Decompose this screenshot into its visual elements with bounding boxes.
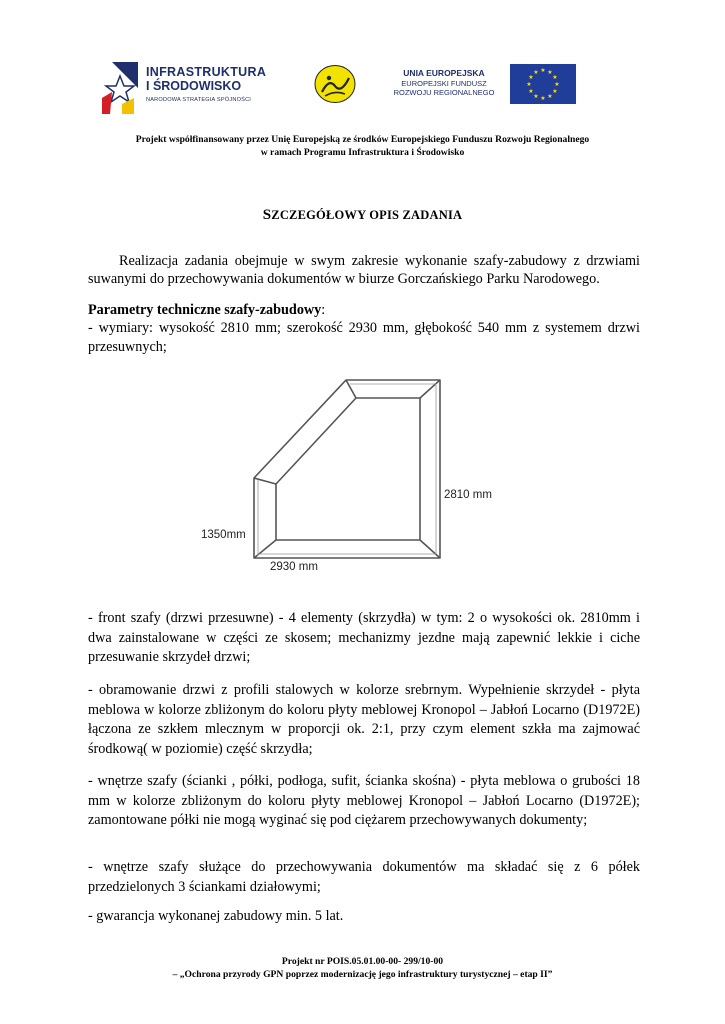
label-width: 2930 mm [270, 561, 318, 573]
eu-logo-line2: EUROPEJSKI FUNDUSZ [401, 79, 487, 88]
diagram-inner-outline [276, 398, 420, 540]
cofinancing-line1: Projekt współfinansowany przez Unię Europejską ze środków Europejskiego Funduszu Rozwoju Regionalnego [135, 134, 590, 145]
infrastruktura-logo [100, 58, 270, 116]
cofinancing-line2: w ramach Programu Infrastruktura i Środowisko [260, 146, 465, 158]
svg-text:★: ★ [547, 93, 553, 100]
bullet-warranty: - gwarancja wykonanej zabudowy min. 5 lat. [88, 908, 344, 924]
logo-is-line1: INFRASTRUKTURA [146, 65, 267, 79]
svg-text:★: ★ [540, 95, 546, 102]
svg-text:★: ★ [540, 67, 546, 74]
footer-line2: – „Ochrona przyrody GPN poprzez modernizację jego infrastruktury turystycznej – etap II” [172, 968, 553, 980]
svg-text:★: ★ [533, 93, 539, 100]
parameters-heading-suffix: : [321, 302, 326, 318]
label-height-full: 2810 mm [444, 489, 492, 501]
footer-line1: Projekt nr POIS.05.01.00-00- 299/10-00 [281, 956, 444, 967]
title-first-letter: S [262, 207, 272, 223]
eu-logo-text [385, 68, 503, 97]
svg-text:★: ★ [528, 88, 534, 95]
logo-bar [100, 58, 580, 116]
bullet-front-doors: - front szafy (drzwi przesuwne) - 4 elementy (skrzydła) w tym: 2 o wysokości ok. 2810mm i dwa zainstalowane w części ze skosem; mechanizmy jezdne mają zapewnić lekkie i ciche przesuwanie skrzydeł drzwi; [88, 610, 640, 665]
gpn-park-logo-icon [313, 64, 357, 104]
svg-text:★: ★ [552, 88, 558, 95]
svg-text:★: ★ [552, 74, 558, 81]
wardrobe-diagram [200, 372, 502, 578]
dimensions-text: - wymiary: wysokość 2810 mm; szerokość 2930 mm, głębokość 540 mm z systemem drzwi przesuwnych; [88, 320, 640, 355]
bullet-interior: - wnętrze szafy (ścianki , półki, podłoga, sufit, ścianka skośna) - płyta meblowa o grubości 18 mm w kolorze zbliżonym do koloru płyty meblowej Kronopol – Jabłoń Locarno (D1972E); zamontowane półki nie mogą wyginać się pod ciężarem przechowywanych dokumenty; [88, 773, 640, 828]
svg-text:★: ★ [528, 74, 534, 81]
parameters-section [88, 301, 640, 356]
svg-text:★: ★ [526, 81, 532, 88]
intro-paragraph: Realizacja zadania obejmuje w swym zakresie wykonanie szafy-zabudowy z drzwiami suwanymi do przechowywania dokumentów w biurze Gorczańskiego Parku Narodowego. [88, 253, 640, 288]
svg-text:★: ★ [547, 69, 553, 76]
eu-flag-icon [510, 64, 576, 104]
eu-logo-line1: UNIA EUROPEJSKA [403, 68, 485, 78]
label-height-low: 1350mm [201, 529, 246, 541]
parameters-heading: Parametry techniczne szafy-zabudowy [88, 302, 322, 318]
svg-text:★: ★ [533, 69, 539, 76]
title-rest: ZCZEGÓŁOWY OPIS ZADANIA [271, 208, 463, 222]
logo-is-line3: NARODOWA STRATEGIA SPÓJNOŚCI [146, 97, 252, 103]
svg-text:★: ★ [554, 81, 560, 88]
logo-is-line2: I ŚRODOWISKO [146, 79, 242, 93]
page-title [0, 207, 725, 224]
cofinancing-note [60, 134, 665, 159]
bullet-shelves: - wnętrze szafy służące do przechowywania dokumentów ma składać się z 6 półek przedzielonych 3 ściankami działowymi; [88, 859, 640, 895]
star-logo-icon [100, 58, 140, 116]
footer [60, 956, 665, 981]
eu-logo-line3: ROZWOJU REGIONALNEGO [393, 88, 495, 97]
bullet-door-frame: - obramowanie drzwi z profili stalowych w kolorze srebrnym. Wypełnienie skrzydeł - płyta meblowa w kolorze zbliżonym do koloru płyty meblowej Kronopol – Jabłoń Locarno (D1972E) łączona ze szkłem mlecznym w proporcji ok. 2:1, przy czym element szkła ma zajmować środkową( w poziomie) część skrzydła; [88, 682, 640, 757]
